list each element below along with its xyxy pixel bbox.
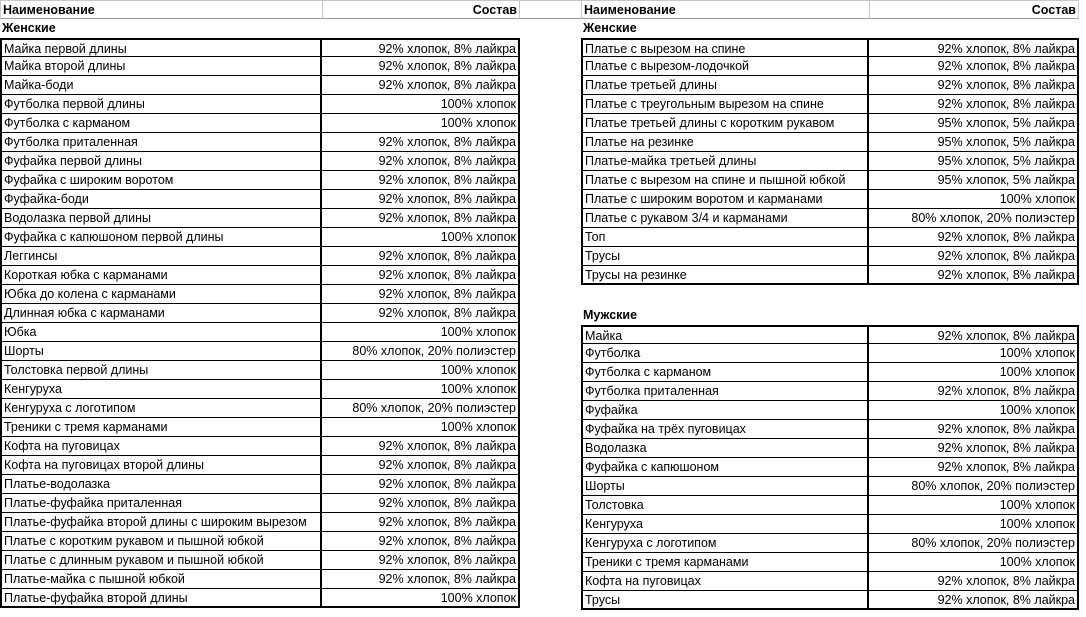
item-composition-cell[interactable]: 92% хлопок, 8% лайкра: [869, 247, 1079, 266]
table-row: [581, 553, 1079, 572]
item-composition-cell[interactable]: 92% хлопок, 8% лайкра: [322, 133, 520, 152]
item-name-cell[interactable]: Платье с широким воротом и карманами: [581, 190, 869, 209]
item-name-cell[interactable]: Фуфайка первой длины: [0, 152, 322, 171]
item-composition-cell[interactable]: 92% хлопок, 8% лайкра: [322, 285, 520, 304]
item-name-cell[interactable]: Кенгуруха: [0, 380, 322, 399]
item-composition-cell[interactable]: 92% хлопок, 8% лайкра: [322, 475, 520, 494]
item-composition-cell[interactable]: 92% хлопок, 8% лайкра: [322, 570, 520, 589]
item-name-cell[interactable]: Платье-фуфайка второй длины: [0, 589, 322, 608]
table-row: [581, 133, 1079, 152]
item-name-cell[interactable]: Фуфайка с капюшоном: [581, 458, 869, 477]
item-name-cell[interactable]: Длинная юбка с карманами: [0, 304, 322, 323]
item-composition-cell[interactable]: 92% хлопок, 8% лайкра: [322, 171, 520, 190]
table-row: [0, 418, 520, 437]
item-name-cell[interactable]: Фуфайка на трёх пуговицах: [581, 420, 869, 439]
item-name-cell[interactable]: Футболка с карманом: [581, 363, 869, 382]
item-composition-cell[interactable]: 92% хлопок, 8% лайкра: [322, 76, 520, 95]
item-composition-cell[interactable]: 100% хлопок: [869, 401, 1079, 420]
item-composition-cell[interactable]: 80% хлопок, 20% полиэстер: [869, 534, 1079, 553]
item-composition-cell[interactable]: 92% хлопок, 8% лайкра: [869, 228, 1079, 247]
table-row: [581, 591, 1079, 610]
item-name-cell[interactable]: Майка первой длины: [0, 38, 322, 57]
item-composition-cell[interactable]: 92% хлопок, 8% лайкра: [322, 532, 520, 551]
item-name-cell[interactable]: Футболка приталенная: [581, 382, 869, 401]
item-composition-cell[interactable]: 92% хлопок, 8% лайкра: [869, 95, 1079, 114]
item-name-cell[interactable]: Майка: [581, 325, 869, 344]
item-name-cell[interactable]: Фуфайка с капюшоном первой длины: [0, 228, 322, 247]
table-row: [0, 551, 520, 570]
item-composition-cell[interactable]: 92% хлопок, 8% лайкра: [322, 152, 520, 171]
item-name-cell[interactable]: Платье с длинным рукавом и пышной юбкой: [0, 551, 322, 570]
section-title: Женские: [2, 21, 56, 35]
table-row: [581, 152, 1079, 171]
item-name-cell[interactable]: Фуфайка с широким воротом: [0, 171, 322, 190]
item-name-cell[interactable]: Платье-майка третьей длины: [581, 152, 869, 171]
item-composition-cell[interactable]: 92% хлопок, 8% лайкра: [322, 266, 520, 285]
item-name-cell[interactable]: Фуфайка: [581, 401, 869, 420]
table-row: [0, 513, 520, 532]
section-row: [0, 19, 520, 38]
item-name-cell[interactable]: Шорты: [0, 342, 322, 361]
table-row: [581, 114, 1079, 133]
item-name-cell[interactable]: Майка-боди: [0, 76, 322, 95]
item-name-cell[interactable]: Толстовка: [581, 496, 869, 515]
table-row: [0, 570, 520, 589]
item-name-cell[interactable]: Футболка: [581, 344, 869, 363]
item-composition-cell[interactable]: 92% хлопок, 8% лайкра: [322, 247, 520, 266]
item-name-cell[interactable]: Платье с коротким рукавом и пышной юбкой: [0, 532, 322, 551]
table-row: [0, 589, 520, 608]
header-row: [581, 0, 1079, 19]
table-row: [581, 534, 1079, 553]
table-row: [0, 475, 520, 494]
item-name-cell[interactable]: Кенгуруха с логотипом: [0, 399, 322, 418]
table-row: [581, 420, 1079, 439]
table-row: [581, 496, 1079, 515]
item-name-cell[interactable]: Платье с вырезом на спине и пышной юбкой: [581, 171, 869, 190]
table-row: [0, 285, 520, 304]
header-composition-cell[interactable]: Состав: [869, 0, 1079, 19]
item-name-cell[interactable]: Футболка первой длины: [0, 95, 322, 114]
item-name-cell[interactable]: Фуфайка-боди: [0, 190, 322, 209]
table-row: [0, 456, 520, 475]
item-name-cell[interactable]: Кенгуруха с логотипом: [581, 534, 869, 553]
item-name-cell[interactable]: Платье с вырезом на спине: [581, 38, 869, 57]
item-name-cell[interactable]: Платье-водолазка: [0, 475, 322, 494]
item-composition-cell[interactable]: 92% хлопок, 8% лайкра: [322, 551, 520, 570]
item-name-cell[interactable]: Кофта на пуговицах второй длины: [0, 456, 322, 475]
header-name-cell[interactable]: Наименование: [0, 0, 322, 19]
gap-gridline: [520, 0, 581, 19]
item-name-cell[interactable]: Юбка до колена с карманами: [0, 285, 322, 304]
table-row: [581, 477, 1079, 496]
item-name-cell[interactable]: Треники с тремя карманами: [581, 553, 869, 572]
item-composition-cell[interactable]: 95% хлопок, 5% лайкра: [869, 133, 1079, 152]
item-composition-cell[interactable]: 92% хлопок, 8% лайкра: [869, 382, 1079, 401]
table-row: [0, 57, 520, 76]
item-name-cell[interactable]: Водолазка первой длины: [0, 209, 322, 228]
table-row: [0, 304, 520, 323]
item-name-cell[interactable]: Платье с рукавом 3/4 и карманами: [581, 209, 869, 228]
table-row: [581, 325, 1079, 344]
item-composition-cell[interactable]: 100% хлопок: [869, 363, 1079, 382]
item-name-cell[interactable]: Трусы: [581, 247, 869, 266]
table-row: [581, 363, 1079, 382]
table-row: [0, 437, 520, 456]
table-row: [0, 532, 520, 551]
table-row: [0, 38, 520, 57]
table-row: [581, 38, 1079, 57]
item-name-cell[interactable]: Платье с вырезом-лодочкой: [581, 57, 869, 76]
item-composition-cell[interactable]: 80% хлопок, 20% полиэстер: [322, 399, 520, 418]
item-name-cell[interactable]: Трусы: [581, 591, 869, 610]
table-row: [581, 458, 1079, 477]
table-row: [0, 266, 520, 285]
item-composition-cell[interactable]: 92% хлопок, 8% лайкра: [322, 437, 520, 456]
header-name-cell[interactable]: Наименование: [581, 0, 869, 19]
item-composition-cell[interactable]: 95% хлопок, 5% лайкра: [869, 114, 1079, 133]
table-row: [581, 209, 1079, 228]
item-composition-cell[interactable]: 100% хлопок: [322, 418, 520, 437]
item-composition-cell[interactable]: 92% хлопок, 8% лайкра: [322, 456, 520, 475]
table-row: [0, 228, 520, 247]
item-name-cell[interactable]: Водолазка: [581, 439, 869, 458]
table-row: [0, 95, 520, 114]
item-name-cell[interactable]: Трусы на резинке: [581, 266, 869, 285]
item-composition-cell[interactable]: 92% хлопок, 8% лайкра: [322, 57, 520, 76]
table-row: [581, 382, 1079, 401]
item-composition-cell[interactable]: 92% хлопок, 8% лайкра: [869, 76, 1079, 95]
item-name-cell[interactable]: Шорты: [581, 477, 869, 496]
item-composition-cell[interactable]: 100% хлопок: [869, 553, 1079, 572]
item-composition-cell[interactable]: 92% хлопок, 8% лайкра: [869, 591, 1079, 610]
table-row: [581, 266, 1079, 285]
table-row: [581, 572, 1079, 591]
table-row: [0, 76, 520, 95]
item-composition-cell[interactable]: 92% хлопок, 8% лайкра: [322, 494, 520, 513]
table-row: [581, 190, 1079, 209]
item-composition-cell[interactable]: 80% хлопок, 20% полиэстер: [322, 342, 520, 361]
table-row: [581, 76, 1079, 95]
item-name-cell[interactable]: Майка второй длины: [0, 57, 322, 76]
item-composition-cell[interactable]: 100% хлопок: [869, 496, 1079, 515]
section-row: [581, 19, 1079, 38]
item-composition-cell[interactable]: 100% хлопок: [322, 114, 520, 133]
item-composition-cell[interactable]: 92% хлопок, 8% лайкра: [869, 325, 1079, 344]
table-row: [581, 344, 1079, 363]
item-composition-cell[interactable]: 100% хлопок: [869, 344, 1079, 363]
item-composition-cell[interactable]: 100% хлопок: [322, 380, 520, 399]
item-name-cell[interactable]: Платье третьей длины: [581, 76, 869, 95]
table-row: [581, 57, 1079, 76]
item-name-cell[interactable]: Платье-фуфайка приталенная: [0, 494, 322, 513]
item-composition-cell[interactable]: 100% хлопок: [322, 95, 520, 114]
item-composition-cell[interactable]: 100% хлопок: [322, 228, 520, 247]
item-name-cell[interactable]: Платье-майка с пышной юбкой: [0, 570, 322, 589]
item-composition-cell[interactable]: 100% хлопок: [322, 361, 520, 380]
item-name-cell[interactable]: Футболка с карманом: [0, 114, 322, 133]
table-row: [581, 247, 1079, 266]
table-row: [0, 133, 520, 152]
item-composition-cell[interactable]: 92% хлопок, 8% лайкра: [322, 190, 520, 209]
item-name-cell[interactable]: Платье-фуфайка второй длины с широким вырезом: [0, 513, 322, 532]
header-composition-cell[interactable]: Состав: [322, 0, 520, 19]
item-composition-cell[interactable]: 92% хлопок, 8% лайкра: [869, 572, 1079, 591]
item-composition-cell[interactable]: 92% хлопок, 8% лайкра: [322, 513, 520, 532]
section-row: [581, 306, 1079, 325]
item-name-cell[interactable]: Треники с тремя карманами: [0, 418, 322, 437]
item-composition-cell[interactable]: 92% хлопок, 8% лайкра: [322, 304, 520, 323]
table-row: [0, 494, 520, 513]
item-name-cell[interactable]: Платье на резинке: [581, 133, 869, 152]
table-row: [0, 342, 520, 361]
table-row: [581, 515, 1079, 534]
item-composition-cell[interactable]: 92% хлопок, 8% лайкра: [869, 38, 1079, 57]
item-name-cell[interactable]: Футболка приталенная: [0, 133, 322, 152]
item-composition-cell[interactable]: 92% хлопок, 8% лайкра: [869, 420, 1079, 439]
item-composition-cell[interactable]: 92% хлопок, 8% лайкра: [322, 38, 520, 57]
table-row: [0, 323, 520, 342]
item-composition-cell[interactable]: 100% хлопок: [322, 323, 520, 342]
item-composition-cell[interactable]: 92% хлопок, 8% лайкра: [869, 266, 1079, 285]
table-row: [581, 228, 1079, 247]
item-name-cell[interactable]: Платье третьей длины с коротким рукавом: [581, 114, 869, 133]
table-row: [581, 171, 1079, 190]
item-composition-cell[interactable]: 80% хлопок, 20% полиэстер: [869, 209, 1079, 228]
item-name-cell[interactable]: Леггинсы: [0, 247, 322, 266]
header-row: [0, 0, 520, 19]
section-title: Женские: [583, 21, 637, 35]
item-composition-cell[interactable]: 92% хлопок, 8% лайкра: [322, 209, 520, 228]
item-composition-cell[interactable]: 95% хлопок, 5% лайкра: [869, 171, 1079, 190]
table-row: [0, 114, 520, 133]
section-title: Мужские: [583, 308, 638, 322]
item-composition-cell[interactable]: 100% хлопок: [869, 515, 1079, 534]
item-composition-cell[interactable]: 92% хлопок, 8% лайкра: [869, 458, 1079, 477]
table-row: [0, 361, 520, 380]
item-name-cell[interactable]: Кофта на пуговицах: [0, 437, 322, 456]
table-row: [581, 95, 1079, 114]
item-composition-cell[interactable]: 95% хлопок, 5% лайкра: [869, 152, 1079, 171]
table-row: [0, 247, 520, 266]
table-row: [0, 380, 520, 399]
item-name-cell[interactable]: Кенгуруха: [581, 515, 869, 534]
item-name-cell[interactable]: Топ: [581, 228, 869, 247]
item-name-cell[interactable]: Юбка: [0, 323, 322, 342]
item-name-cell[interactable]: Кофта на пуговицах: [581, 572, 869, 591]
table-row: [0, 171, 520, 190]
table-row: [0, 190, 520, 209]
item-composition-cell[interactable]: 92% хлопок, 8% лайкра: [869, 439, 1079, 458]
item-name-cell[interactable]: Платье с треугольным вырезом на спине: [581, 95, 869, 114]
item-name-cell[interactable]: Короткая юбка с карманами: [0, 266, 322, 285]
item-composition-cell[interactable]: 92% хлопок, 8% лайкра: [869, 57, 1079, 76]
item-composition-cell[interactable]: 100% хлопок: [322, 589, 520, 608]
item-name-cell[interactable]: Толстовка первой длины: [0, 361, 322, 380]
table-row: [581, 439, 1079, 458]
item-composition-cell[interactable]: 100% хлопок: [869, 190, 1079, 209]
table-row: [0, 209, 520, 228]
table-row: [581, 401, 1079, 420]
table-row: [0, 152, 520, 171]
item-composition-cell[interactable]: 80% хлопок, 20% полиэстер: [869, 477, 1079, 496]
table-row: [0, 399, 520, 418]
